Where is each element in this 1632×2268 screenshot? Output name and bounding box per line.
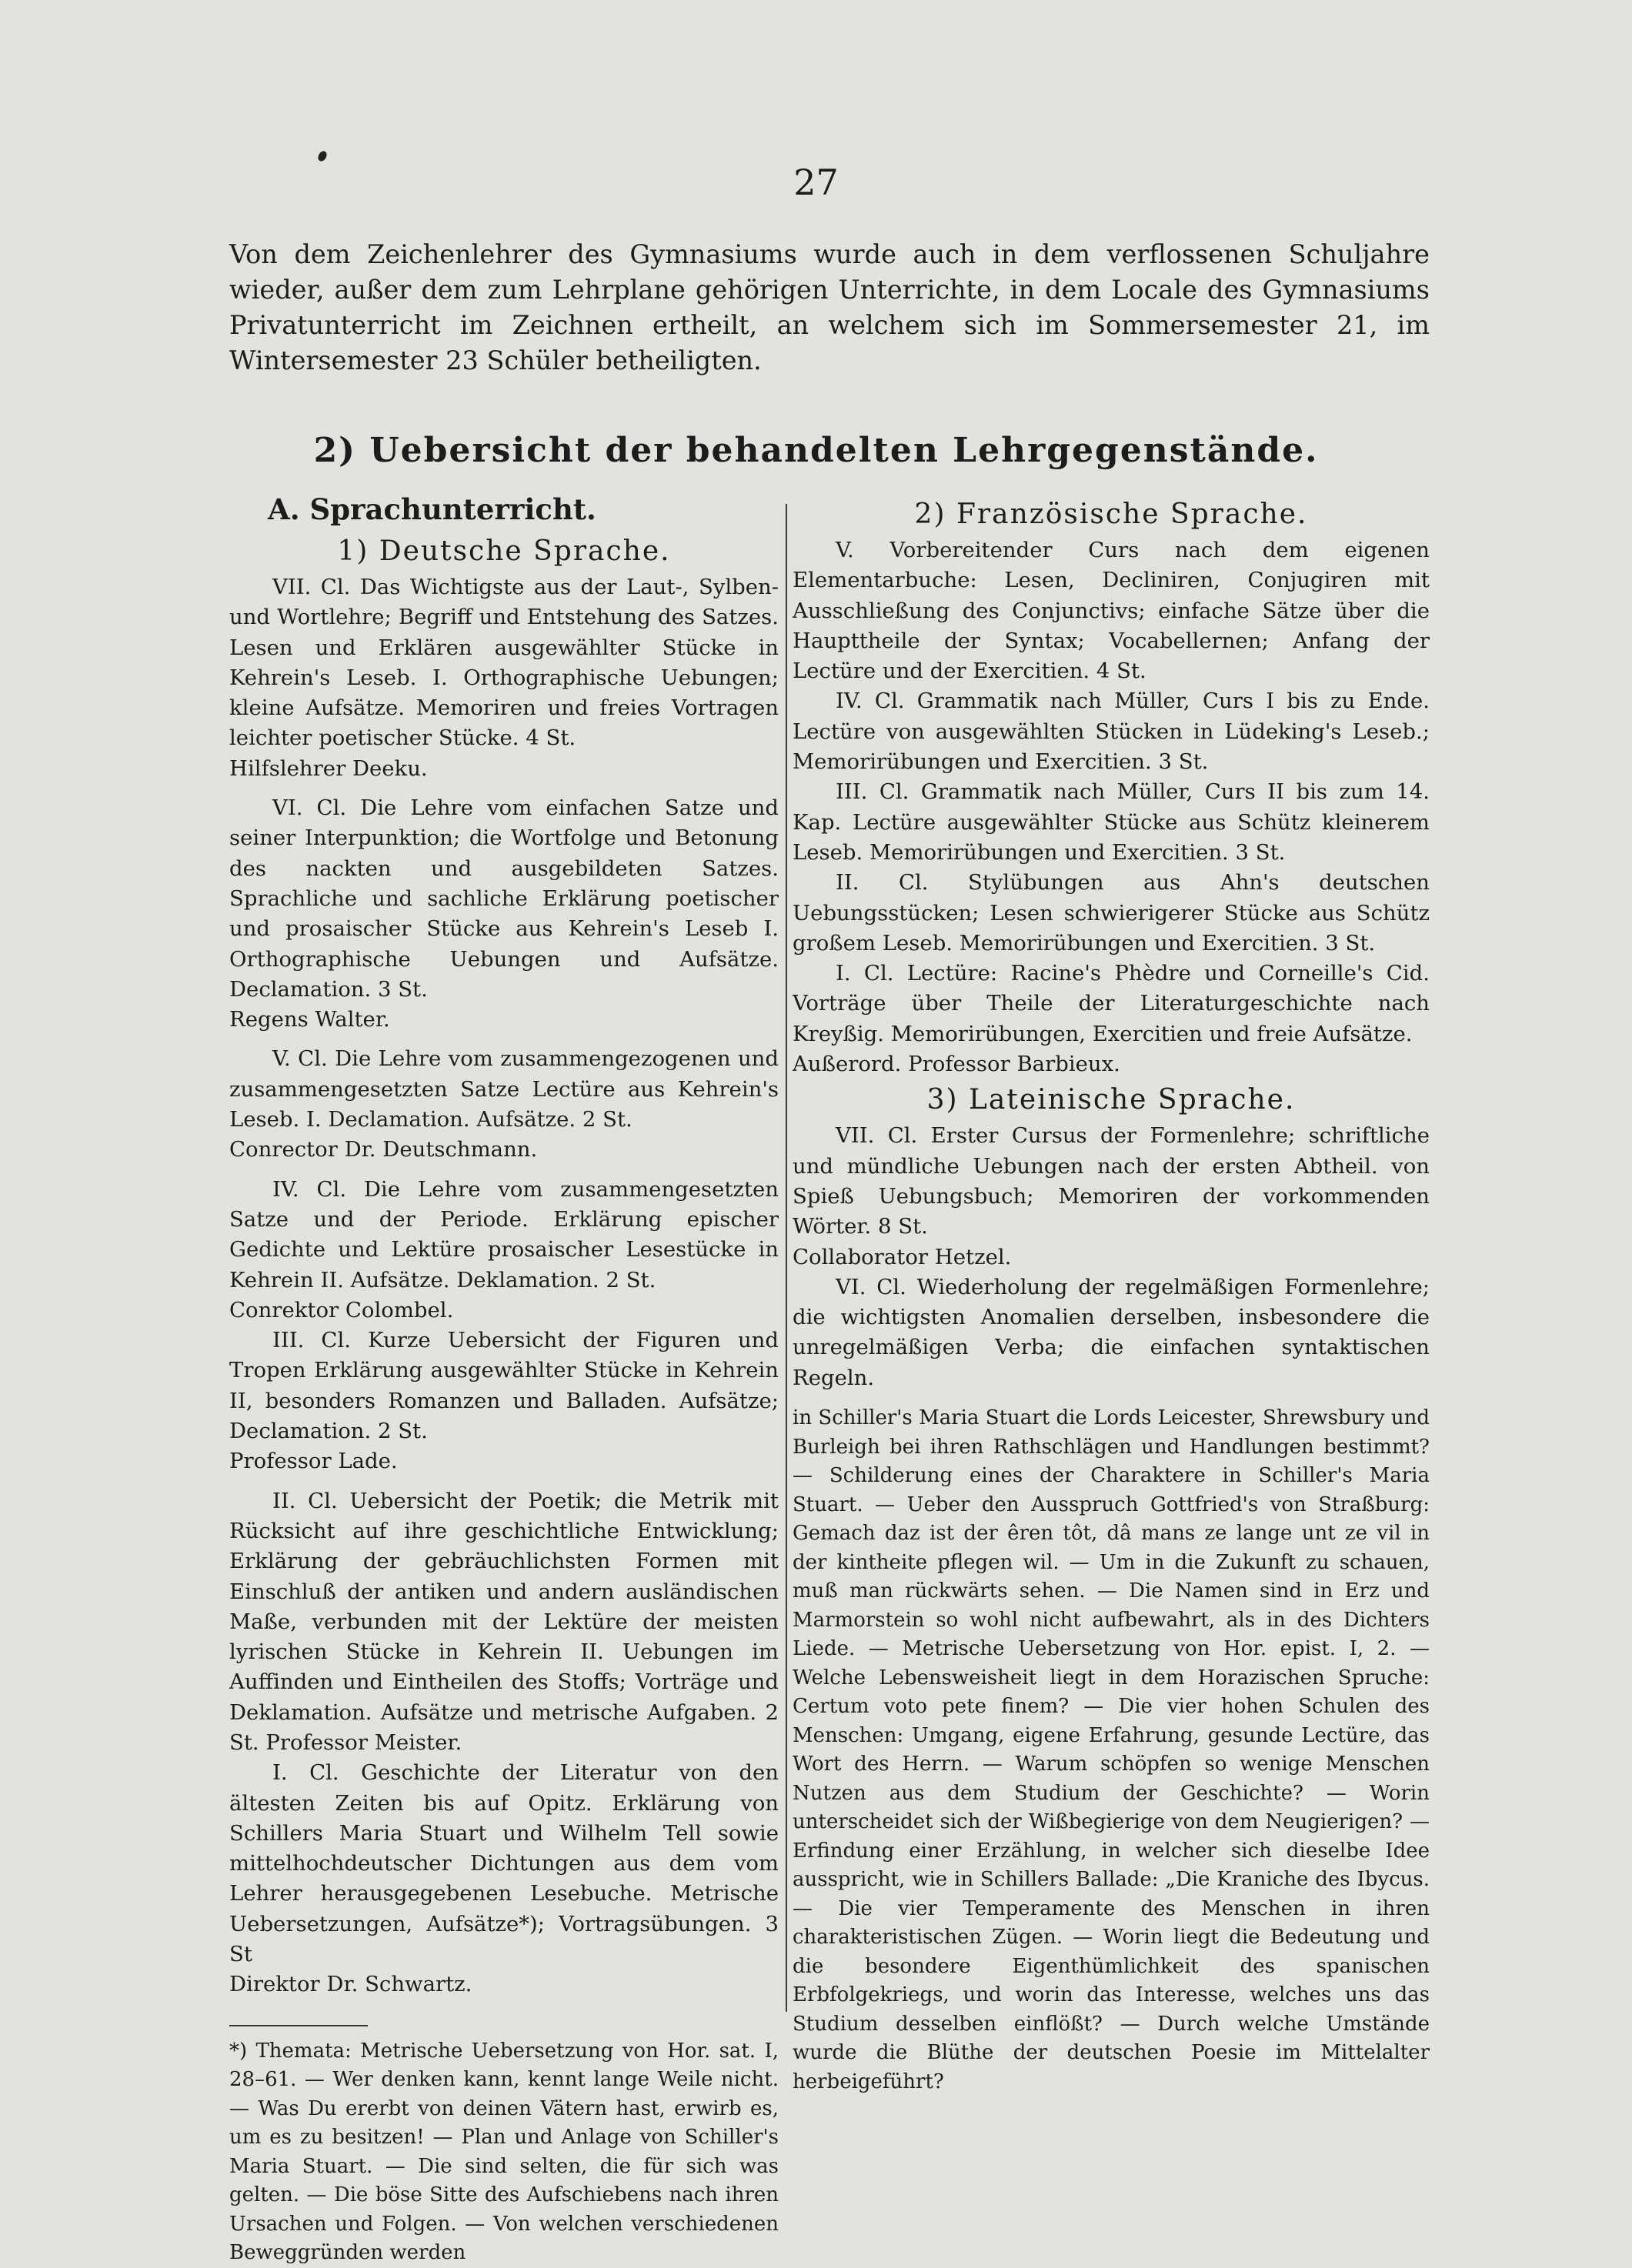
footnote-text: *) Themata: Metrische Uebersetzung von Hor. sat. I, 28–61. — Wer denken kann, kennt lange Weile nicht. — Was Du ererbt von deinen Vätern hast, erwirb es, um es zu besitzen! — Plan und Anlage von Schiller's Maria Stuart. — Die sind selten, die für sich was gelten. — Die böse Sitte des Aufschiebens nach ihren Ursachen und Folgen. — Von welchen verschiedenen Beweggründen werden bbox=[229, 2039, 779, 2265]
footnote bbox=[229, 2037, 779, 2268]
heading-franzoesische-sprache: 2) Französische Sprache. bbox=[914, 499, 1308, 530]
franz-class-ii: II. Cl. Stylübungen aus Ahn's deutschen Uebungsstücken; Lesen schwierigerer Stücke aus Schütz großem Leseb. Memorirübungen und Exercitien. 3 St. bbox=[793, 870, 1430, 956]
teacher-signature: Hilfslehrer Deeku. bbox=[229, 755, 428, 781]
teacher-signature: Collaborator Hetzel. bbox=[793, 1244, 1012, 1269]
page-number: 27 bbox=[793, 162, 839, 203]
teacher-signature: Conrector Dr. Deutschmann. bbox=[229, 1137, 538, 1162]
teacher-signature: Conrektor Colombel. bbox=[229, 1297, 454, 1322]
footnote-continuation-text: in Schiller's Maria Stuart die Lords Leicester, Shrewsbury und Burleigh bei ihren Rathschlägen und Handlungen bestimmt? — Schilderung eines der Charaktere in Schiller's Maria Stuart. — Ueber den Ausspruch Gottfried's von Straßburg: Gemach daz ist der êren tôt, dâ mans ze lange unt ze vil in der kintheite pflegen wil. — Um in die Zukunft zu schauen, muß man rückwärts sehen. — Die Namen sind in Erz und Marmorstein so wohl nicht aufbewahrt, als in des Dichters Liede. — Metrische Uebersetzung von Hor. epist. I, 2. — Welche Lebensweisheit liegt in dem Horazischen Spruche: Certum voto pete finem? — Die vier hohen Schulen des Menschen: Umgang, eigene Erfahrung, gesunde Lectüre, das Wort des Herrn. — Warum schöpfen so wenige Menschen Nutzen aus dem Studium der Geschichte? — Worin unterscheidet sich der Wißbegierige von dem Neugierigen? — Erfindung einer Erzählung, in welcher sich dieselbe Idee ausspricht, wie in Schillers Ballade: „Die Kraniche des Ibycus. — Die vier Temperamente des Menschen in ihren charakteristischen Zügen. — Worin liegt die Bedeutung und die besondere Eigenthümlichkeit des spanischen Erbfolgekriegs, und worin das Interesse, welches uns das Studium desselben einflößt? — Durch welche Umstände wurde die Blüthe der deutschen Poesie im Mittelalter herbeigeführt? bbox=[793, 1406, 1430, 2093]
deutsch-class-iii: III. Cl. Kurze Uebersicht der Figuren und Tropen Erklärung ausgewählter Stücke in Kehrein II, besonders Romanzen und Balladen. Aufsätze; Declamation. 2 St. bbox=[229, 1328, 779, 1444]
teacher-signature: Außerord. Professor Barbieux. bbox=[793, 1052, 1120, 1077]
deutsch-class-iv: IV. Cl. Die Lehre vom zusammengesetzten Satze und der Periode. Erklärung epischer Gedichte und Lektüre prosaischer Lesestücke in Kehrein II. Aufsätze. Deklamation. 2 St. bbox=[229, 1176, 779, 1292]
right-column bbox=[793, 494, 1430, 2096]
intro-text: Von dem Zeichenlehrer des Gymnasiums wurde auch in dem verflossenen Schuljahre wieder, außer dem zum Lehrplane gehörigen Unterrichte, in dem Locale des Gymnasiums Privatunterricht im Zeichnen ertheilt, an welchem sich im Sommersemester 21, im Wintersemester 23 Schüler betheiligten. bbox=[229, 239, 1430, 375]
franz-class-iv: IV. Cl. Grammatik nach Müller, Curs I bis zu Ende. Lectüre von ausgewählten Stücken in Lüdeking's Leseb.; Memorirübungen und Exercitien. 3 St. bbox=[793, 689, 1430, 775]
deutsch-class-i: I. Cl. Geschichte der Literatur von den ältesten Zeiten bis auf Opitz. Erklärung von Schillers Maria Stuart und Wilhelm Tell sowie mittelhochdeutscher Dichtungen aus dem vom Lehrer herausgegebenen Lesebuche. Metrische Uebersetzungen, Aufsätze*); Vortragsübungen. 3 St bbox=[229, 1760, 779, 1967]
franz-class-iii: III. Cl. Grammatik nach Müller, Curs II bis zum 14. Kap. Lectüre ausgewählter Stücke aus Schütz kleinerem Leseb. Memorirübungen und Exercitien. 3 St. bbox=[793, 779, 1430, 865]
heading-lateinische-sprache: 3) Lateinische Sprache. bbox=[926, 1084, 1296, 1116]
footnote-continuation bbox=[793, 1404, 1430, 2096]
teacher-signature: Regens Walter. bbox=[229, 1007, 390, 1032]
deutsch-class-ii: II. Cl. Uebersicht der Poetik; die Metrik mit Rücksicht auf ihre geschichtliche Entwicklung; Erklärung der gebräuchlichsten Formen mit Einschluß der antiken und andern ausländischen Maße, verbunden mit der Lektüre der meisten lyrischen Stücke in Kehrein II. Uebungen im Auffinden und Eintheilen des Stoffs; Vorträge und Deklamation. Aufsätze und metrische Aufgaben. 2 St. Professor Meister. bbox=[229, 1488, 779, 1755]
heading-deutsche-sprache: 1) Deutsche Sprache. bbox=[337, 535, 671, 567]
column-divider bbox=[786, 504, 787, 2012]
section-title: 2) Uebersicht der behandelten Lehrgegenstände. bbox=[313, 431, 1319, 470]
intro-paragraph bbox=[229, 237, 1430, 379]
teacher-signature: Direktor Dr. Schwartz. bbox=[229, 1972, 472, 1997]
left-column bbox=[229, 488, 779, 2268]
ink-speck bbox=[316, 149, 329, 162]
heading-sprachunterricht: A. Sprachunterricht. bbox=[268, 492, 596, 526]
deutsch-class-vii: VII. Cl. Das Wichtigste aus der Laut-, Sylben- und Wortlehre; Begriff und Entstehung des Satzes. Lesen und Erklären ausgewählter Stücke in Kehrein's Leseb. I. Orthographische Uebungen; kleine Aufsätze. Memoriren und freies Vortragen leichter poetischer Stücke. 4 St. bbox=[229, 575, 779, 751]
deutsch-class-v: V. Cl. Die Lehre vom zusammengezogenen und zusammengesetzten Satze Lectüre aus Kehrein's Leseb. I. Declamation. Aufsätze. 2 St. bbox=[229, 1046, 779, 1132]
franz-class-i: I. Cl. Lectüre: Racine's Phèdre und Corneille's Cid. Vorträge über Theile der Literaturgeschichte nach Kreyßig. Memorirübungen, Exercitien und freie Aufsätze. bbox=[793, 961, 1430, 1046]
latein-class-vi: VI. Cl. Wiederholung der regelmäßigen Formenlehre; die wichtigsten Anomalien derselben, insbesondere die unregelmäßigen Verba; die einfachen syntaktischen Regeln. bbox=[793, 1274, 1430, 1390]
footnote-rule bbox=[229, 2025, 368, 2026]
deutsch-class-vi: VI. Cl. Die Lehre vom einfachen Satze und seiner Interpunktion; die Wortfolge und Betonung des nackten und ausgebildeten Satzes. Sprachliche und sachliche Erklärung poetischer und prosaischer Stücke aus Kehrein's Leseb I. Orthographische Uebungen und Aufsätze. Declamation. 3 St. bbox=[229, 795, 779, 1002]
franz-class-v: V. Vorbereitender Curs nach dem eigenen Elementarbuche: Lesen, Decliniren, Conjugiren mit Ausschließung des Conjunctivs; einfache Sätze über die Haupttheile der Syntax; Vocabellernen; Anfang der Lectüre und der Exercitien. 4 St. bbox=[793, 538, 1430, 684]
teacher-signature: Professor Lade. bbox=[229, 1449, 398, 1474]
latein-class-vii: VII. Cl. Erster Cursus der Formenlehre; schriftliche und mündliche Uebungen nach der ersten Abtheil. von Spieß Uebungsbuch; Memoriren der vorkommenden Wörter. 8 St. bbox=[793, 1123, 1430, 1239]
